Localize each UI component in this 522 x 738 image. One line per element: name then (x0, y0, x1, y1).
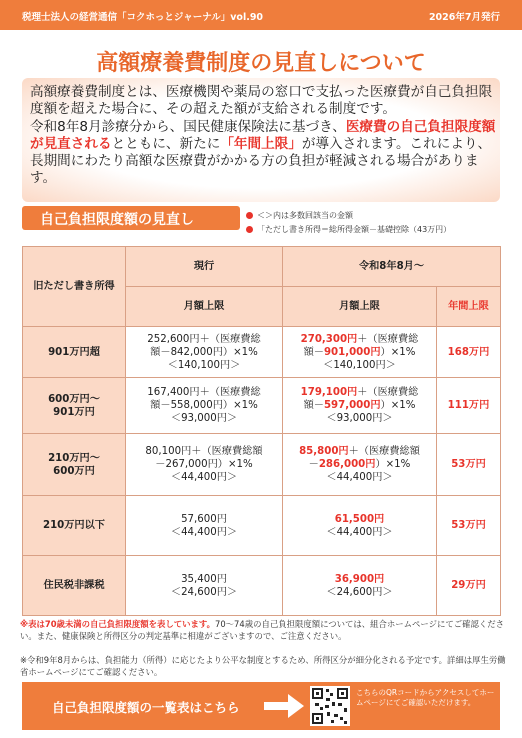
intro-highlight-1: 医療費の自己負担限度額が見直される (30, 118, 496, 152)
header-current: 現行 (126, 247, 283, 287)
annual-limit: 53万円 (437, 496, 501, 556)
bullet-icon (246, 226, 253, 233)
note-multiple: ＜＞内は多数回該当の金額 (246, 210, 353, 221)
new-limit: 85,800円＋（医療費総額 －286,000円）×1% ＜44,400円＞ (283, 434, 437, 496)
cta-description: こちらのQRコードからアクセスしてホームページにてご確認いただけます。 (356, 688, 495, 707)
header-annual: 年間上限 (437, 287, 501, 327)
intro-text (30, 84, 496, 188)
current-limit: 167,400円＋（医療費総 額－558,000円）×1% ＜93,000円＞ (126, 378, 283, 434)
section-title: 自己負担限度額の見直し (40, 212, 194, 228)
row-label: 住民税非課税 (23, 556, 126, 616)
table-row (23, 327, 501, 378)
header-income: 旧ただし書き所得 (23, 247, 126, 327)
issue-date: 2026年7月発行 (428, 12, 500, 23)
annual-limit: 168万円 (437, 327, 501, 378)
header-new-monthly: 月額上限 (283, 287, 437, 327)
current-limit: 80,100円＋（医療費総額 －267,000円）×1% ＜44,400円＞ (126, 434, 283, 496)
cta-link[interactable]: 自己負担限度額の一覧表はこちら (52, 700, 240, 715)
page-title: 高額療養費制度の見直しについて (96, 51, 426, 76)
intro-paragraph-2a: 令和8年8月診療分から、国民健康保険法に基づき、 (30, 118, 346, 135)
header-current-monthly: 月額上限 (126, 287, 283, 327)
intro-paragraph-2e: が導入されます。これにより、長期間にわたり高額な医療費がかかる方の負担が軽減される場合があります。 (30, 135, 492, 187)
new-limit: 179,100円＋（医療費総 額－597,000円）×1% ＜93,000円＞ (283, 378, 437, 434)
table-row (23, 496, 501, 556)
footnote-1: ※表は70歳未満の自己負担限度額を表しています。70～74歳の自己負担限度額については、組合ホームページにてご確認ください。また、健康保険と所得区分の判定基準に相違がございますので、ご注意ください。 (20, 619, 504, 641)
current-limit: 57,600円 ＜44,400円＞ (126, 496, 283, 556)
table-row (23, 556, 501, 616)
table-row (23, 378, 501, 434)
row-label: 901万円超 (23, 327, 126, 378)
intro-paragraph-2c: とともに、新たに (111, 135, 221, 152)
new-limit: 36,900円 ＜24,600円＞ (283, 556, 437, 616)
intro-paragraph-1: 高額療養費制度とは、医療機関や薬局の窓口で支払った医療費が自己負担限度額を超えた場合に、その超えた額が支給される制度です。 (30, 84, 493, 118)
header-new: 令和8年8月～ (283, 247, 501, 287)
arrow-right-icon (264, 694, 304, 718)
row-label: 600万円～ 901万円 (23, 378, 126, 434)
note-income: 「ただし書き所得＝総所得金額－基礎控除（43万円） (246, 224, 451, 235)
row-label: 210万円以下 (23, 496, 126, 556)
intro-highlight-2: 「年間上限」 (220, 135, 302, 152)
limit-table (22, 246, 501, 616)
annual-limit: 111万円 (437, 378, 501, 434)
table-row (23, 434, 501, 496)
newsletter-name: 税理士法人の経営通信「コクホっとジャーナル」vol.90 (22, 12, 264, 23)
new-limit: 270,300円＋（医療費総 額－901,000円）×1% ＜140,100円＞ (283, 327, 437, 378)
qr-code-icon[interactable] (310, 686, 350, 726)
current-limit: 252,600円＋（医療費総 額－842,000円）×1% ＜140,100円＞ (126, 327, 283, 378)
new-limit: 61,500円 ＜44,400円＞ (283, 496, 437, 556)
row-label: 210万円～ 600万円 (23, 434, 126, 496)
annual-limit: 53万円 (437, 434, 501, 496)
current-limit: 35,400円 ＜24,600円＞ (126, 556, 283, 616)
bullet-icon (246, 212, 253, 219)
annual-limit: 29万円 (437, 556, 501, 616)
footnote-2: ※令和9年8月からは、負担能力（所得）に応じたより公平な制度とするため、所得区分が細分化される予定です。詳細は厚生労働省ホームページにてご確認ください。 (20, 655, 506, 677)
